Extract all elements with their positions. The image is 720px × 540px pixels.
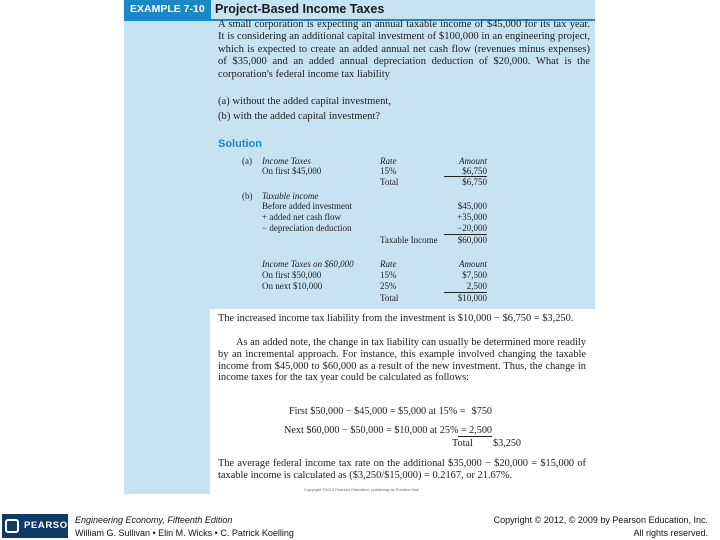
example-label: EXAMPLE 7-10 bbox=[124, 0, 211, 19]
part-a-col-amount: Amount bbox=[459, 156, 487, 166]
question-b: (b) with the added capital investment? bbox=[218, 111, 381, 122]
taxable-row-label: Before added investment bbox=[262, 201, 352, 211]
book-title: Engineering Economy, Fifteenth Edition bbox=[75, 515, 233, 525]
taxable-row-label: + added net cash flow bbox=[262, 212, 342, 222]
part-a-col-rate: Rate bbox=[380, 156, 397, 166]
tax-bracket-row-label: On next $10,000 bbox=[262, 281, 323, 291]
book-authors: William G. Sullivan • Elin M. Wicks • C. Patrick Koelling bbox=[75, 527, 294, 538]
pearson-logo: PEARSON bbox=[2, 514, 68, 538]
calc-line-first-amount: $750 bbox=[471, 406, 492, 417]
tax-bracket-row-amount: $7,500 bbox=[462, 270, 487, 280]
textbook-page bbox=[124, 0, 595, 494]
calc-line-first: First $50,000 − $45,000 = $5,000 at 15% = bbox=[289, 406, 466, 417]
part-b-col-rate: Rate bbox=[380, 259, 397, 269]
taxable-income-heading: Taxable income bbox=[262, 191, 319, 201]
taxable-row-value: +35,000 bbox=[457, 212, 487, 222]
tax-bracket-row-label: On first $50,000 bbox=[262, 270, 322, 280]
left-margin-strip bbox=[124, 309, 210, 494]
increase-statement: The increased income tax liability from the investment is $10,000 − $6,750 = $3,250. bbox=[218, 313, 574, 324]
rights-line: All rights reserved. bbox=[633, 527, 708, 538]
calc-total-amount: $3,250 bbox=[492, 438, 521, 449]
part-a-total-label: Total bbox=[380, 177, 399, 187]
copyright-line: Copyright © 2012, © 2009 by Pearson Education, Inc. bbox=[493, 515, 708, 525]
taxable-row-label: − depreciation deduction bbox=[262, 223, 352, 233]
tax-bracket-row-rate: 15% bbox=[380, 270, 397, 280]
problem-statement: A small corporation is expecting an annual taxable income of $45,000 for its tax year. It is considering an additional capital investment of $100,000 in an engineering project, which is expected to create an added annual net cash flow (revenues minus expenses) of $35,000 and an added annual depreciation deduction of $20,000. What is the corporation's federal income tax liability bbox=[218, 19, 590, 80]
question-a: (a) without the added capital investment, bbox=[218, 96, 391, 107]
taxable-income-label: Taxable Income bbox=[380, 235, 438, 245]
taxable-row-value: −20,000 bbox=[444, 223, 487, 235]
part-a-label: (a) bbox=[242, 156, 252, 166]
book-citation bbox=[75, 514, 294, 539]
part-b-col-income: Income Taxes on $60,000 bbox=[262, 259, 354, 269]
part-b-total-label: Total bbox=[380, 293, 399, 303]
example-title: Project-Based Income Taxes bbox=[215, 2, 385, 16]
solution-heading: Solution bbox=[218, 138, 262, 150]
page-fine-print: Copyright ©2012 Pearson Education, publishing as Prentice Hall bbox=[304, 487, 419, 492]
part-a-row-amount: $6,750 bbox=[462, 166, 487, 176]
taxable-row-value: $45,000 bbox=[457, 201, 487, 211]
part-a-row-rate: 15% bbox=[380, 166, 397, 176]
calc-line-next-amount: 2,500 bbox=[458, 425, 492, 437]
part-a-total-amount: $6,750 bbox=[444, 176, 487, 188]
part-b-col-amount: Amount bbox=[459, 259, 487, 269]
part-b-label: (b) bbox=[242, 191, 253, 201]
tax-bracket-row-rate: 25% bbox=[380, 281, 397, 291]
tax-bracket-row-amount: 2,500 bbox=[444, 281, 487, 293]
part-b-total-amount: $10,000 bbox=[457, 293, 487, 303]
pearson-logo-icon bbox=[5, 519, 19, 533]
incremental-approach-note: As an added note, the change in tax liability can usually be determined more readily by an incremental approach. For instance, this example involved changing the taxable income from $45,000 to $60,000 as a result of the new investment. Thus, the change in income taxes for the tax year could be calculated as follows: bbox=[218, 337, 586, 384]
copyright-notice bbox=[494, 514, 708, 539]
part-a-row-label: On first $45,000 bbox=[262, 166, 322, 176]
calc-line-next: Next $60,000 − $50,000 = $10,000 at 25% = bbox=[284, 425, 467, 436]
calc-total-label: Total bbox=[452, 438, 473, 449]
part-a-col-income: Income Taxes bbox=[262, 156, 311, 166]
average-rate-statement: The average federal income tax rate on the additional $35,000 − $20,000 = $15,000 of taxable income is calculated as ($3,250/$15,000) = 0.2167, or 21.67%. bbox=[218, 458, 586, 481]
taxable-income-total: $60,000 bbox=[457, 235, 487, 245]
